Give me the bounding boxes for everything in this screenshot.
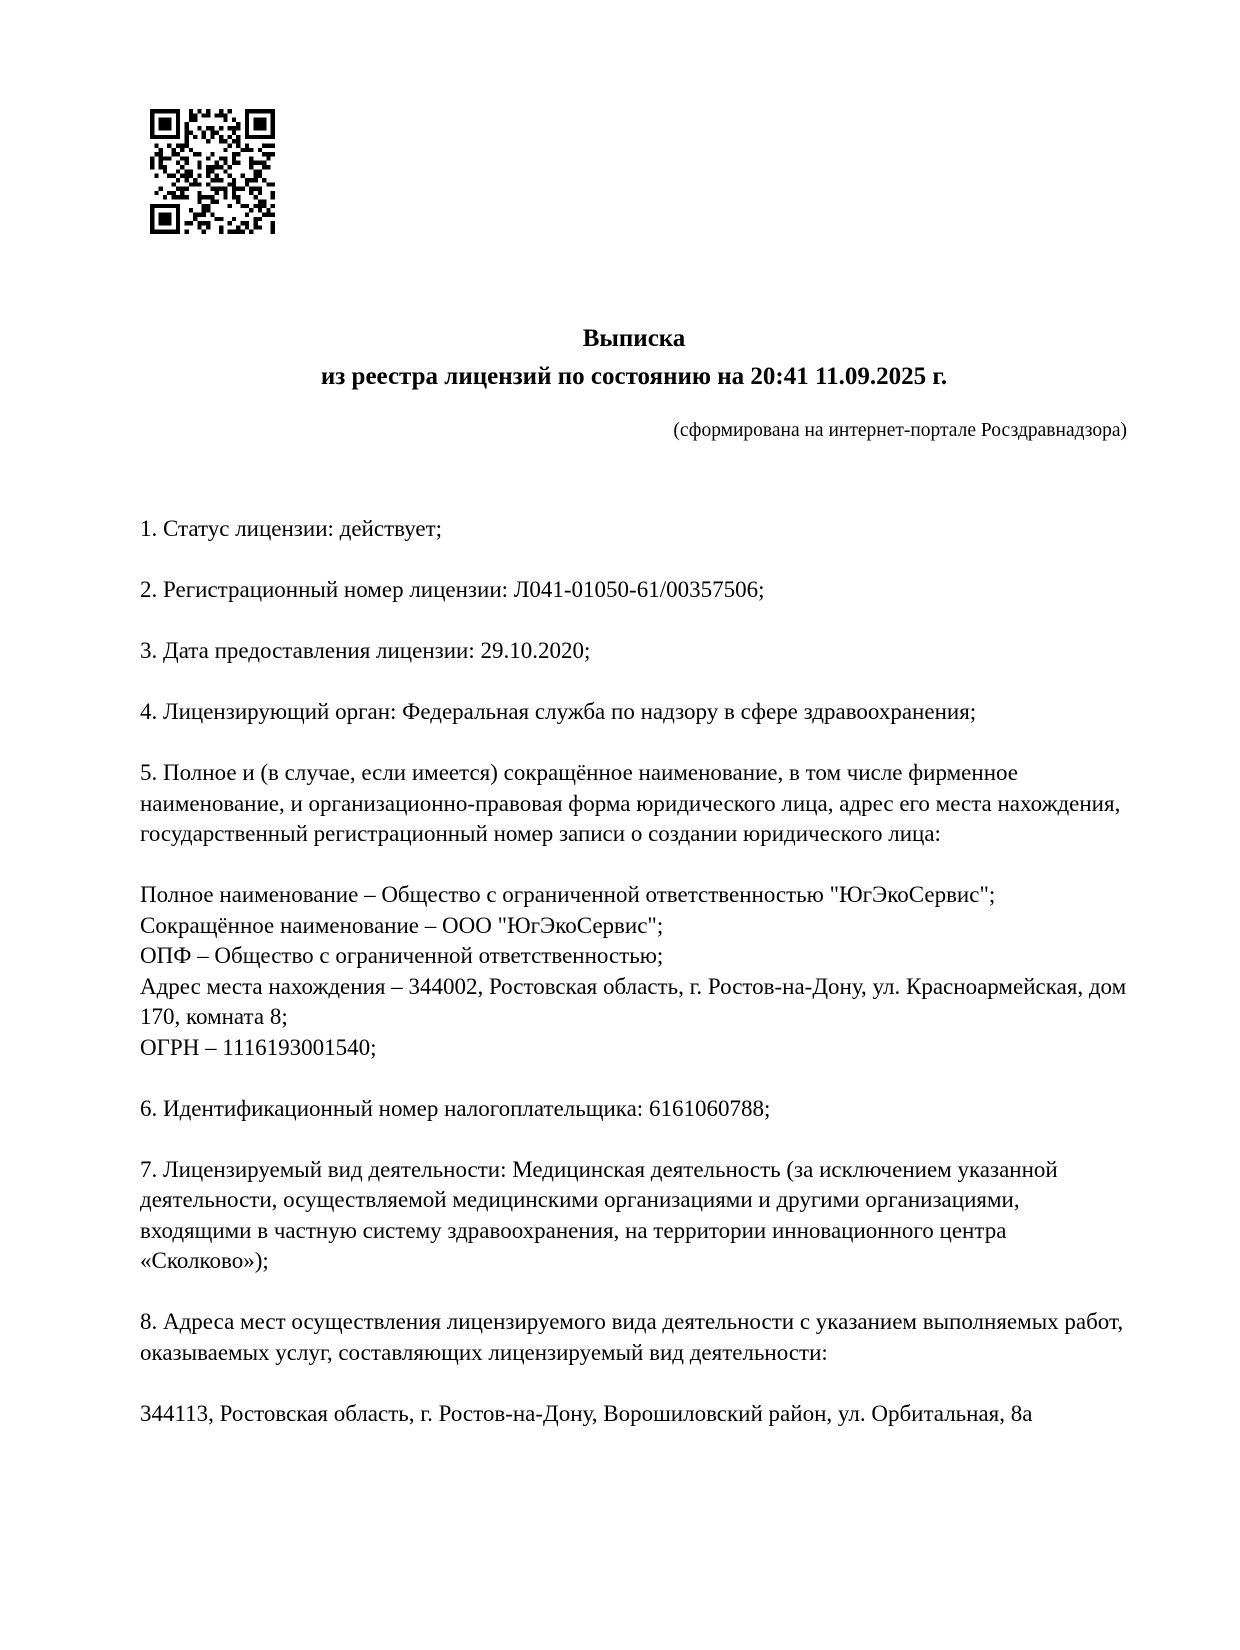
- qr-code-image: [150, 109, 275, 234]
- item-5-name-header: 5. Полное и (в случае, если имеется) сокращённое наименование, в том числе фирменное наименование, и организационно-правовая форма юридического лица, адрес его места нахождения, государственный регистрационный номер записи о создании юридического лица:: [140, 760, 1121, 846]
- activity-address-line: 344113, Ростовская область, г. Ростов-на-Дону, Ворошиловский район, ул. Орбитальная, 8а: [140, 1400, 1033, 1426]
- title-line-2: из реестра лицензий по состоянию на 20:41 11.09.2025 г.: [320, 363, 948, 390]
- org-full-name-line: Полное наименование – Общество с ограниченной ответственностью "ЮгЭкоСервис";: [140, 882, 996, 907]
- item-7-activity: 7. Лицензируемый вид деятельности: Медицинская деятельность (за исключением указанной деятельности, осуществляемой медицинскими организациями и другими организациями, входящими в частную систему здравоохранения, на территории инновационного центра «Сколково»);: [140, 1156, 1058, 1273]
- document-body: [140, 514, 1130, 1429]
- org-opf-line: ОПФ – Общество с ограниченной ответственностью;: [140, 943, 664, 968]
- org-address-line: Адрес места нахождения – 344002, Ростовская область, г. Ростов-на-Дону, ул. Красноармейская, дом 170, комната 8;: [140, 973, 1127, 1029]
- item-8-addresses-header: 8. Адреса мест осуществления лицензируемого вида деятельности с указанием выполняемых работ, оказываемых услуг, составляющих лицензируемый вид деятельности:: [140, 1309, 1124, 1365]
- item-5-organization-block: [140, 880, 1130, 1063]
- item-1-status: 1. Статус лицензии: действует;: [140, 516, 443, 541]
- org-ogrn-line: ОГРН – 1116193001540;: [140, 1034, 377, 1060]
- title-line-1: Выписка: [582, 325, 686, 352]
- document-subtitle: (сформирована на интернет-портале Росздравнадзора): [673, 420, 1127, 441]
- item-3-grant-date: 3. Дата предоставления лицензии: 29.10.2020;: [140, 638, 591, 663]
- item-4-licensing-authority: 4. Лицензирующий орган: Федеральная служба по надзору в сфере здравоохранения;: [140, 699, 977, 724]
- document-title: [140, 320, 1128, 396]
- org-short-name-line: Сокращённое наименование – ООО "ЮгЭкоСервис";: [140, 912, 664, 938]
- item-2-reg-number: 2. Регистрационный номер лицензии: Л041-01050-61/00357506;: [140, 577, 765, 602]
- item-6-inn: 6. Идентификационный номер налогоплательщика: 6161060788;: [140, 1095, 771, 1121]
